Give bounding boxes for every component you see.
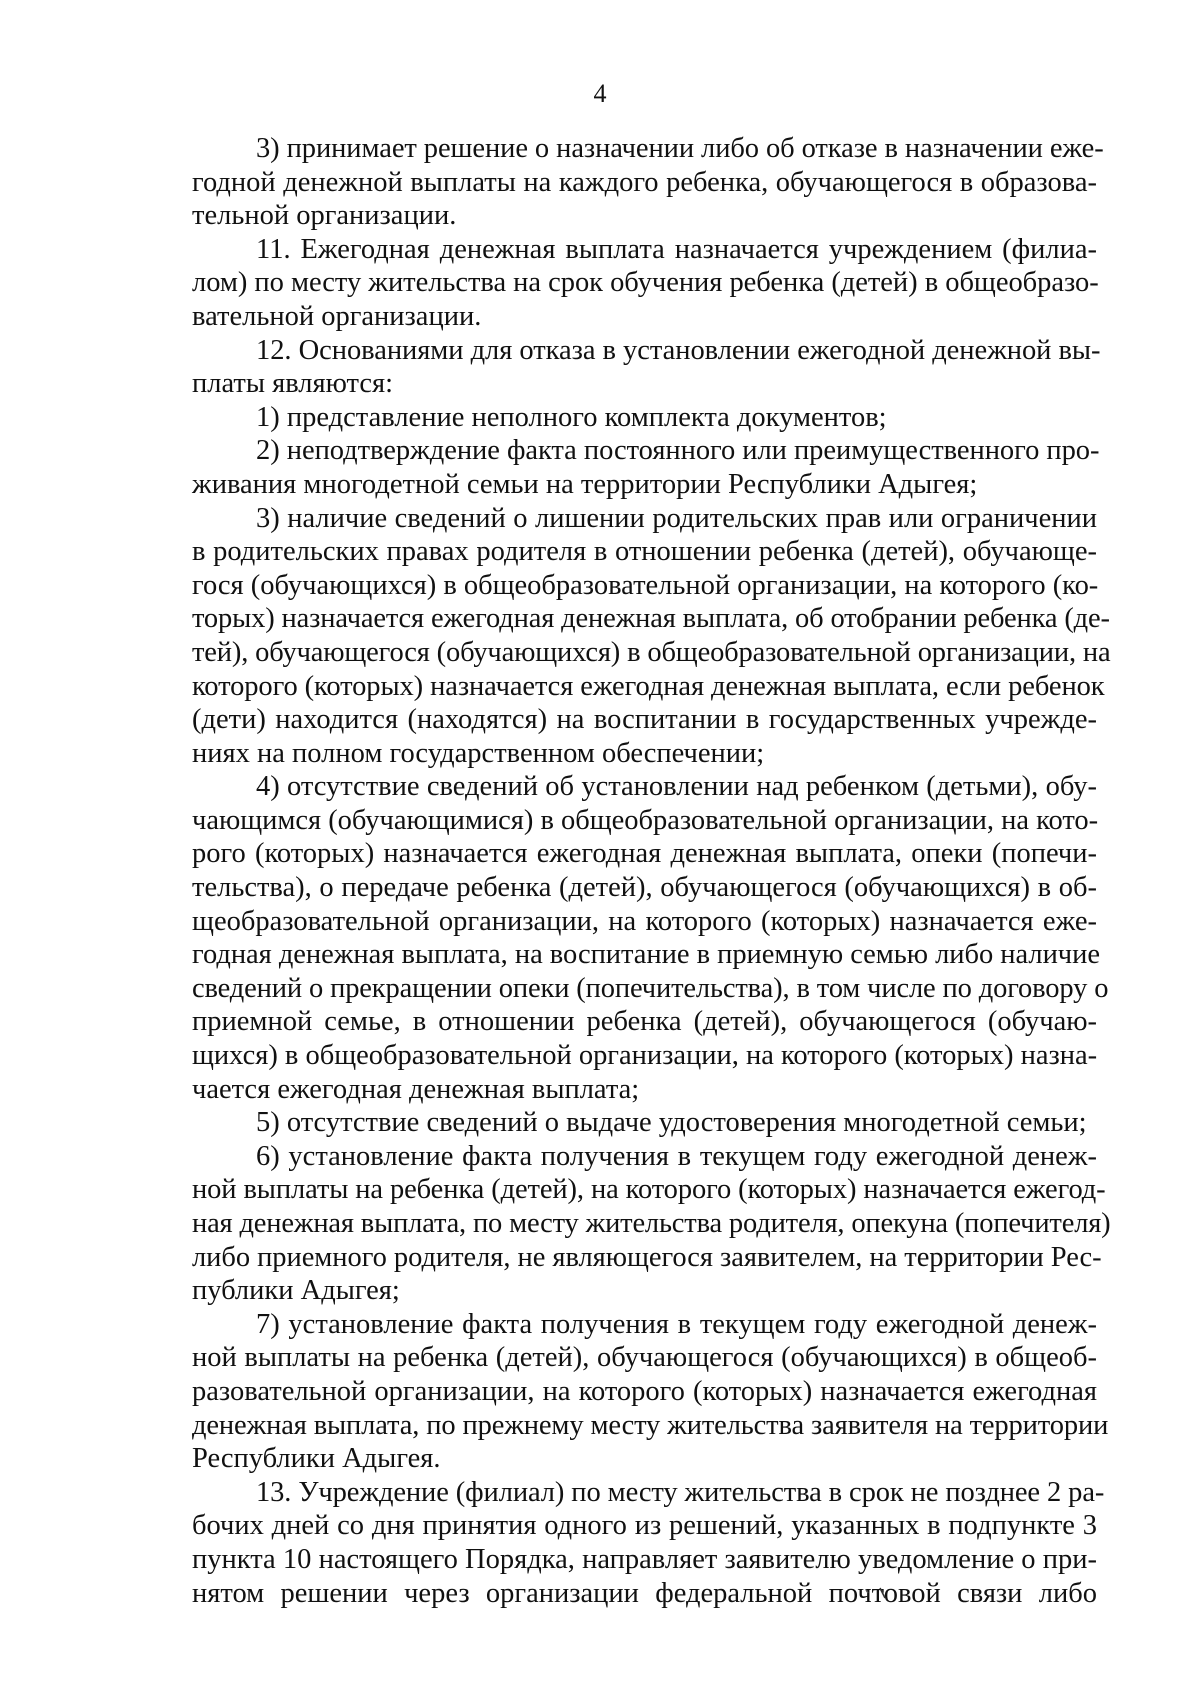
text-line: чается ежегодная денежная выплата; [192,1073,640,1105]
text-line: 5) отсутствие сведений о выдаче удостоверения многодетной семьи; [256,1107,1087,1139]
text-line: тей), обучающегося (обучающихся) в общеобразовательной организации, на [192,636,1111,668]
text-line: нятом решении через организации федеральной почтовой связи либо [192,1577,1097,1609]
scan-speck-marks [862,1587,892,1603]
text-line: лом) по месту жительства на срок обучения ребенка (детей) в общеобразо- [192,267,1099,299]
text-line: живания многодетной семьи на территории Республики Адыгея; [192,468,978,500]
page-number: 4 [593,79,607,108]
text-line: 1) представление неполного комплекта документов; [256,401,887,433]
paragraph [192,502,1111,771]
paragraph [192,1140,1111,1308]
text-line: рого (которых) назначается ежегодная денежная выплата, опеки (попечи- [192,838,1097,870]
text-line: 3) наличие сведений о лишении родительских прав или ограничении [256,502,1097,534]
text-line: бочих дней со дня принятия одного из решений, указанных в подпункте 3 [192,1510,1097,1542]
text-line: 4) отсутствие сведений об установлении над ребенком (детьми), обу- [256,771,1097,803]
paragraph [192,401,1097,435]
text-line: 13. Учреждение (филиал) по месту жительства в срок не позднее 2 ра- [256,1476,1105,1508]
paragraph [192,1308,1109,1476]
text-line: платы являются: [192,368,394,400]
text-line: денежная выплата, по прежнему месту жительства заявителя на территории [192,1409,1109,1441]
text-line: гося (обучающихся) в общеобразовательной организации, на которого (ко- [192,569,1099,601]
text-line: в родительских правах родителя в отношении ребенка (детей), обучающе- [192,536,1097,568]
text-line: (дети) находится (находятся) на воспитании в государственных учрежде- [192,704,1097,736]
text-line: ная денежная выплата, по месту жительства родителя, опекуна (попечителя) [192,1208,1111,1239]
text-line: ниях на полном государственном обеспечении; [192,737,765,769]
text-line: 12. Основаниями для отказа в установлении ежегодной денежной вы- [256,334,1101,366]
text-line: сведений о прекращении опеки (попечительства), в том числе по договору о [192,972,1109,1004]
paragraph [192,770,1109,1106]
paragraph [192,334,1101,401]
text-line: 7) установление факта получения в текущем году ежегодной денеж- [256,1308,1097,1340]
text-line: 2) неподтверждение факта постоянного или преимущественного про- [256,435,1100,467]
text-line: щихся) в общеобразовательной организации, на которого (которых) назна- [192,1040,1098,1072]
text-line: 3) принимает решение о назначении либо об отказе в назначении еже- [256,133,1104,164]
paragraph [192,1106,1097,1140]
text-line: годная денежная выплата, на воспитание в приемную семью либо наличие [192,939,1100,971]
text-line: 11. Ежегодная денежная выплата назначается учреждением (филиа- [256,233,1097,265]
text-line: тельной организации. [192,200,457,232]
text-line: чающимся (обучающимися) в общеобразовательной организации, на кото- [192,804,1099,836]
text-line: пункта 10 настоящего Порядка, направляет заявителю уведомление о при- [192,1543,1097,1575]
text-line: либо приемного родителя, не являющегося заявителем, на территории Рес- [192,1241,1102,1273]
text-line: Республики Адыгея. [192,1443,441,1475]
text-line: годной денежной выплаты на каждого ребенка, обучающегося в образова- [192,166,1097,198]
text-line: торых) назначается ежегодная денежная выплата, об отобрании ребенка (де- [192,603,1110,635]
paragraph [192,132,1104,233]
text-line: тельства), о передаче ребенка (детей), обучающегося (обучающихся) в об- [192,872,1097,904]
text-line: которого (которых) назначается ежегодная денежная выплата, если ребенок [192,670,1105,702]
text-line: вательной организации. [192,300,482,332]
text-line: приемной семье, в отношении ребенка (детей), обучающегося (обучаю- [192,1006,1097,1038]
text-line: публики Адыгея; [192,1275,400,1307]
text-line: 6) установление факта получения в текущем году ежегодной денеж- [256,1140,1097,1172]
paragraph [192,434,1100,501]
document-body [192,132,1111,1610]
text-line: разовательной организации, на которого (которых) назначается ежегодная [192,1375,1097,1407]
text-line: щеобразовательной организации, на которого (которых) назначается еже- [192,905,1097,937]
paragraph [192,233,1097,334]
paragraph [192,1476,1105,1610]
text-line: ной выплаты на ребенка (детей), обучающегося (обучающихся) в общеоб- [192,1342,1097,1374]
text-line: ной выплаты на ребенка (детей), на которого (которых) назначается ежегод- [192,1174,1106,1206]
